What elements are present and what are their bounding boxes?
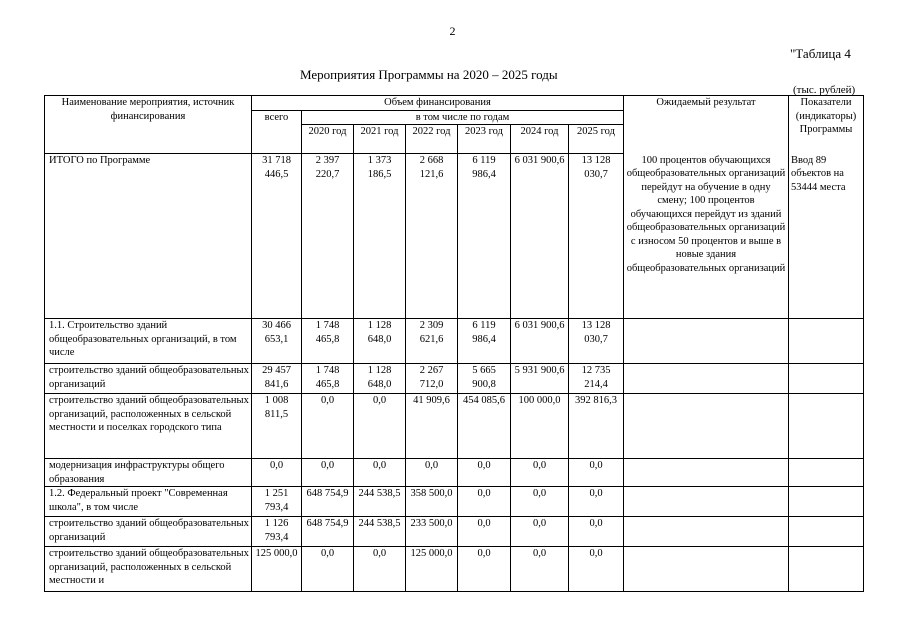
- row-name: строительство зданий общеобразовательных организаций, расположенных в сельской местности и поселках городского типа: [45, 394, 252, 459]
- units-note: (тыс. рублей): [793, 84, 856, 96]
- cell-indicator: [789, 517, 864, 547]
- cell-y2020: 2 397 220,7: [302, 154, 354, 319]
- cell-y2022: 41 909,6: [406, 394, 458, 459]
- cell-y2023: 0,0: [458, 517, 511, 547]
- table-row: [45, 394, 864, 459]
- row-name: модернизация инфраструктуры общего образования: [45, 459, 252, 487]
- program-measures-table: [44, 95, 864, 592]
- cell-y2022: 0,0: [406, 459, 458, 487]
- cell-y2022: 358 500,0: [406, 487, 458, 517]
- cell-y2023: 0,0: [458, 487, 511, 517]
- cell-y2025: 0,0: [569, 487, 624, 517]
- cell-y2022: 2 309 621,6: [406, 319, 458, 364]
- cell-y2023: 6 119 986,4: [458, 154, 511, 319]
- cell-y2020: 0,0: [302, 459, 354, 487]
- cell-y2022: 2 668 121,6: [406, 154, 458, 319]
- cell-expected-result: 100 процентов обучающихся общеобразовательных организаций перейдут на обучение в одну смену; 100 процентов обучающихся перейдут из зданий общеобразовательных организаций с износом 50 процентов и выше в новые здания общеобразовательных организаций: [624, 154, 789, 319]
- table-row: [45, 517, 864, 547]
- row-name: строительство зданий общеобразовательных организаций: [45, 517, 252, 547]
- header-year-2020: 2020 год: [302, 125, 354, 154]
- cell-y2024: 6 031 900,6: [511, 319, 569, 364]
- cell-y2023: 5 665 900,8: [458, 364, 511, 394]
- cell-y2021: 244 538,5: [354, 487, 406, 517]
- cell-y2025: 0,0: [569, 517, 624, 547]
- cell-y2023: 454 085,6: [458, 394, 511, 459]
- header-year-2024: 2024 год: [511, 125, 569, 154]
- cell-y2020: 648 754,9: [302, 487, 354, 517]
- cell-expected-result: [624, 459, 789, 487]
- cell-indicator: [789, 487, 864, 517]
- cell-y2024: 5 931 900,6: [511, 364, 569, 394]
- cell-indicator: [789, 394, 864, 459]
- cell-y2025: 0,0: [569, 459, 624, 487]
- table-row: [45, 547, 864, 592]
- cell-expected-result: [624, 364, 789, 394]
- cell-indicator: [789, 547, 864, 592]
- table-row: [45, 154, 864, 319]
- header-expected-result: Ожидаемый результат: [624, 96, 789, 154]
- header-year-2021: 2021 год: [354, 125, 406, 154]
- cell-y2023: 6 119 986,4: [458, 319, 511, 364]
- header-total: всего: [252, 110, 302, 154]
- cell-y2025: 13 128 030,7: [569, 154, 624, 319]
- cell-y2024: 0,0: [511, 517, 569, 547]
- cell-y2020: 1 748 465,8: [302, 319, 354, 364]
- table-row: [45, 319, 864, 364]
- cell-y2020: 0,0: [302, 394, 354, 459]
- cell-y2024: 6 031 900,6: [511, 154, 569, 319]
- header-year-2025: 2025 год: [569, 125, 624, 154]
- cell-y2022: 233 500,0: [406, 517, 458, 547]
- row-name: строительство зданий общеобразовательных организаций: [45, 364, 252, 394]
- cell-y2021: 0,0: [354, 394, 406, 459]
- cell-y2021: 0,0: [354, 547, 406, 592]
- cell-y2022: 125 000,0: [406, 547, 458, 592]
- cell-y2020: 648 754,9: [302, 517, 354, 547]
- document-title: Мероприятия Программы на 2020 – 2025 годы: [300, 67, 558, 82]
- cell-indicator: Ввод 89 объектов на 53444 места: [789, 154, 864, 319]
- row-name: строительство зданий общеобразовательных организаций, расположенных в сельской местности и: [45, 547, 252, 592]
- cell-y2022: 2 267 712,0: [406, 364, 458, 394]
- cell-y2025: 0,0: [569, 547, 624, 592]
- cell-y2025: 12 735 214,4: [569, 364, 624, 394]
- cell-expected-result: [624, 487, 789, 517]
- cell-total: 29 457 841,6: [252, 364, 302, 394]
- cell-y2025: 13 128 030,7: [569, 319, 624, 364]
- cell-indicator: [789, 319, 864, 364]
- header-funding-group: Объем финансирования: [252, 96, 624, 111]
- cell-y2021: 244 538,5: [354, 517, 406, 547]
- cell-indicator: [789, 364, 864, 394]
- row-name: ИТОГО по Программе: [45, 154, 252, 319]
- cell-expected-result: [624, 547, 789, 592]
- cell-y2024: 0,0: [511, 459, 569, 487]
- cell-total: 125 000,0: [252, 547, 302, 592]
- table-row: [45, 364, 864, 394]
- cell-total: 30 466 653,1: [252, 319, 302, 364]
- table-row: [45, 487, 864, 517]
- row-name: 1.2. Федеральный проект "Современная школа", в том числе: [45, 487, 252, 517]
- cell-y2021: 1 128 648,0: [354, 319, 406, 364]
- cell-y2021: 1 128 648,0: [354, 364, 406, 394]
- cell-expected-result: [624, 517, 789, 547]
- cell-expected-result: [624, 394, 789, 459]
- cell-y2021: 1 373 186,5: [354, 154, 406, 319]
- header-name-column: Наименование мероприятия, источник финансирования: [45, 96, 252, 154]
- row-name: 1.1. Строительство зданий общеобразовательных организаций, в том числе: [45, 319, 252, 364]
- header-year-2023: 2023 год: [458, 125, 511, 154]
- table-row: [45, 459, 864, 487]
- cell-total: 31 718 446,5: [252, 154, 302, 319]
- header-indicators: Показатели (индикаторы) Программы: [789, 96, 864, 154]
- header-year-2022: 2022 год: [406, 125, 458, 154]
- cell-y2023: 0,0: [458, 459, 511, 487]
- table-label: "Таблица 4: [790, 46, 851, 61]
- cell-indicator: [789, 459, 864, 487]
- cell-y2020: 1 748 465,8: [302, 364, 354, 394]
- cell-total: 1 251 793,4: [252, 487, 302, 517]
- cell-total: 1 008 811,5: [252, 394, 302, 459]
- page-number: 2: [449, 24, 456, 38]
- cell-y2021: 0,0: [354, 459, 406, 487]
- cell-y2020: 0,0: [302, 547, 354, 592]
- cell-y2024: 100 000,0: [511, 394, 569, 459]
- cell-y2024: 0,0: [511, 547, 569, 592]
- cell-total: 0,0: [252, 459, 302, 487]
- header-by-years: в том числе по годам: [302, 110, 624, 125]
- cell-y2025: 392 816,3: [569, 394, 624, 459]
- cell-y2023: 0,0: [458, 547, 511, 592]
- cell-y2024: 0,0: [511, 487, 569, 517]
- cell-total: 1 126 793,4: [252, 517, 302, 547]
- cell-expected-result: [624, 319, 789, 364]
